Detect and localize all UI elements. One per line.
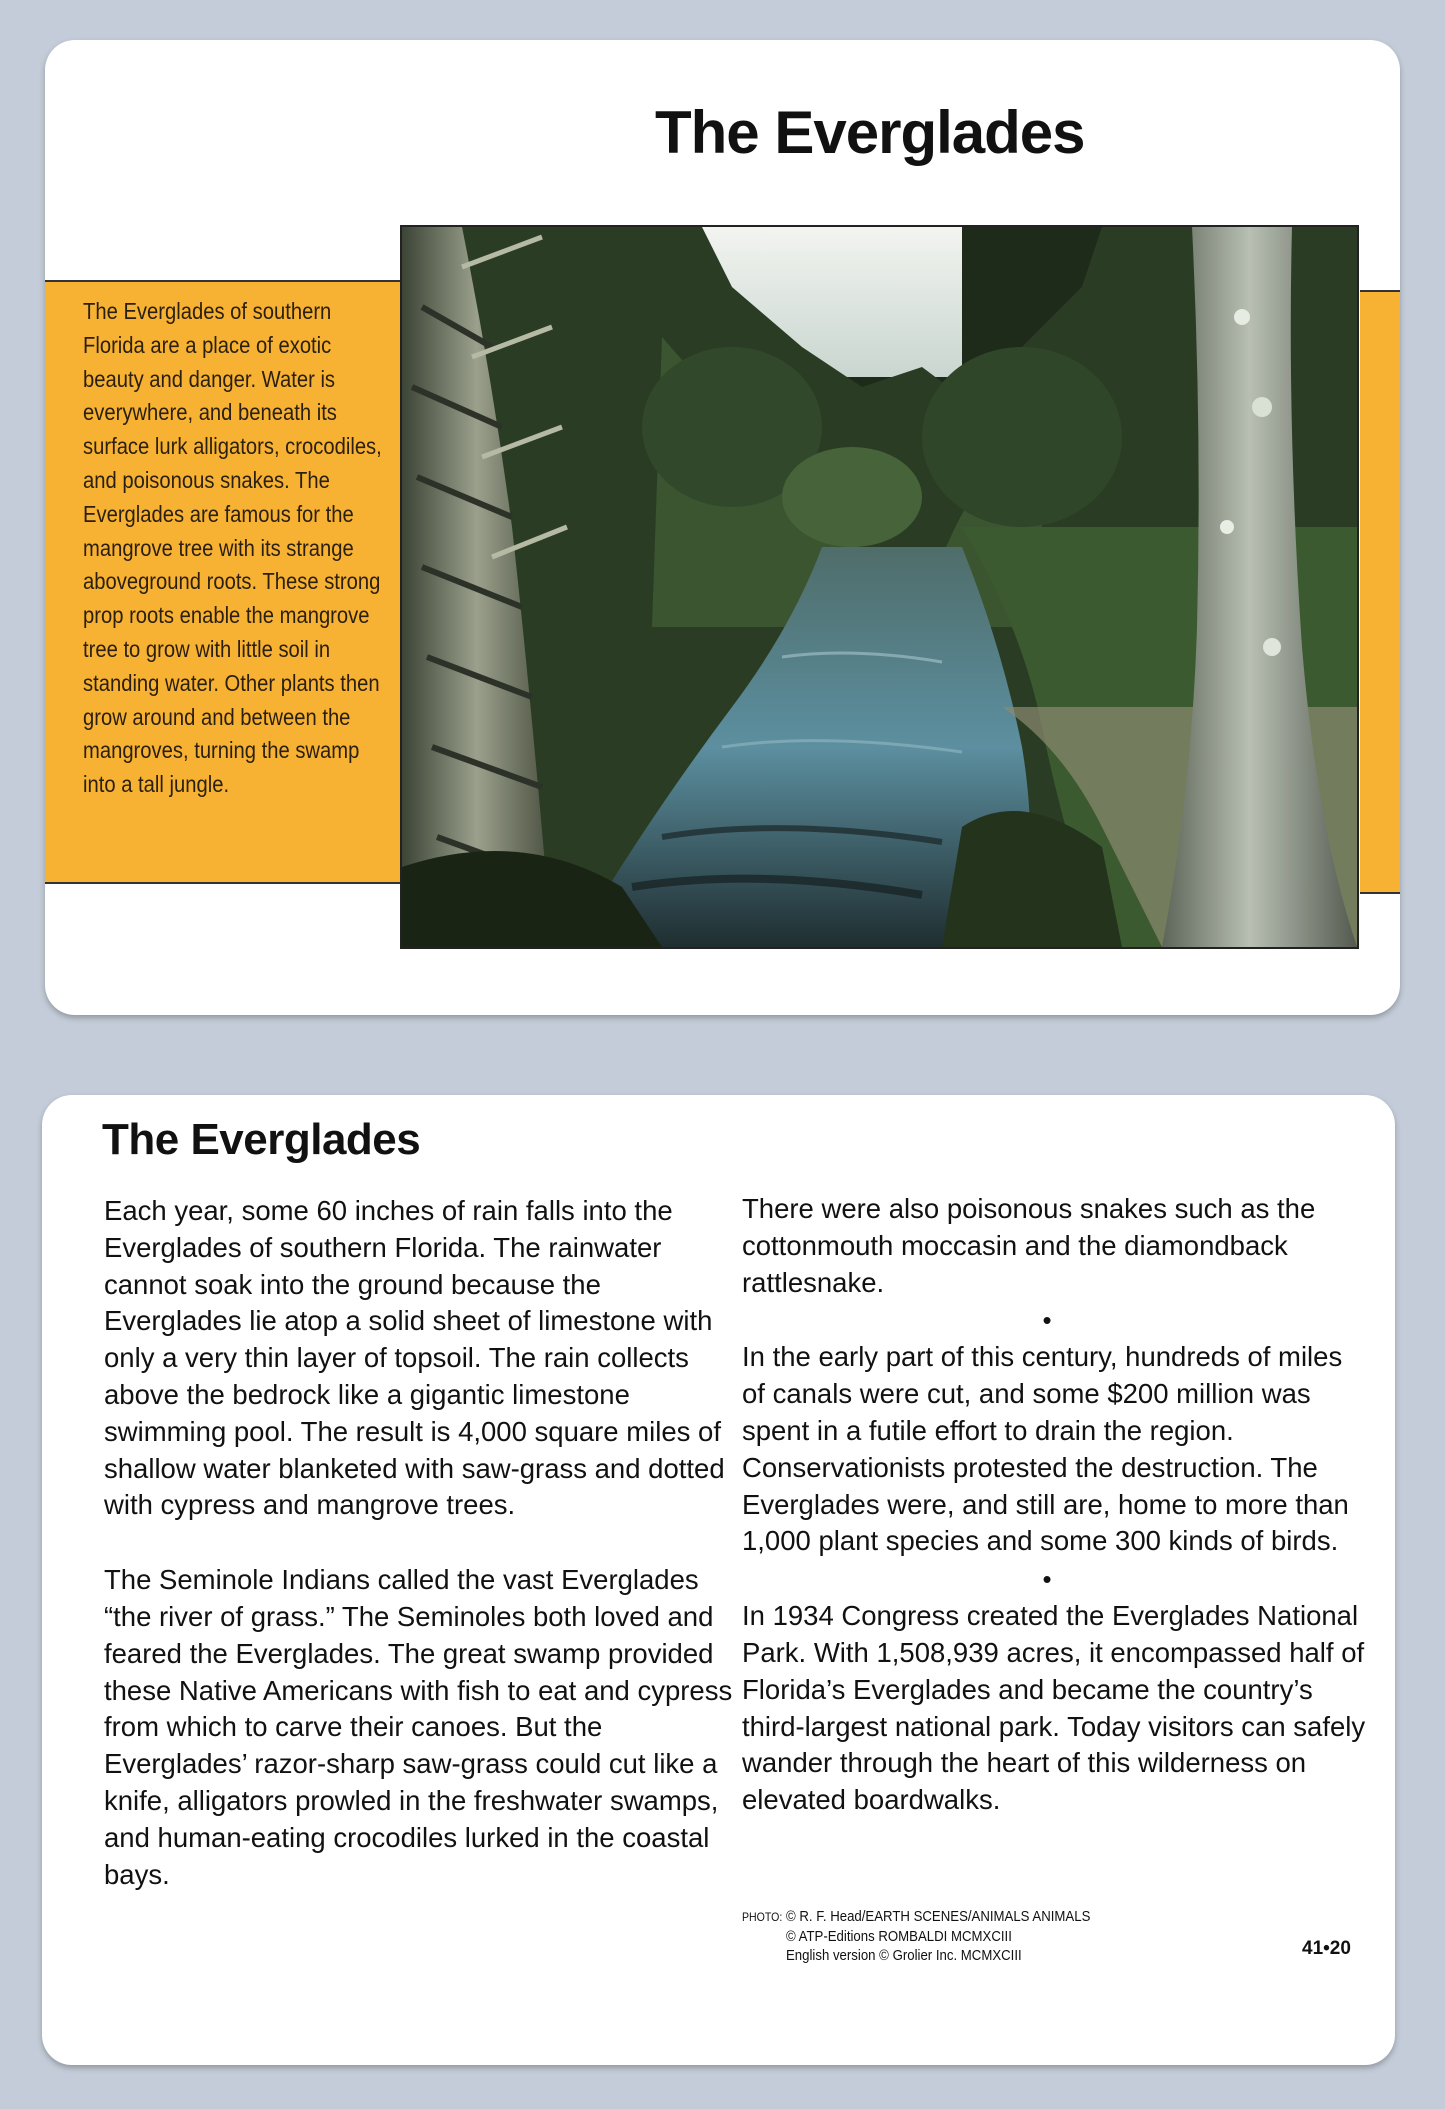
credit-line-1: © R. F. Head/EARTH SCENES/ANIMALS ANIMALS: [786, 1908, 1091, 1925]
credit-line: [742, 1946, 1090, 1965]
paragraph-canals: In the early part of this century, hundreds of miles of canals were cut, and some $200 million was spent in a futile effort to drain the region. Conservationists protested the destruction. The Everglades were, and still are, home to more than 1,000 plant species and some 300 kinds of birds.: [742, 1341, 1349, 1557]
paragraph-seminoles: The Seminole Indians called the vast Everglades “the river of grass.” The Seminoles both loved and feared the Everglades. The great swamp provided these Native Americans with fish to eat and cypress from which to carve their canoes. But the Everglades’ razor-sharp saw-grass could cut like a knife, alligators prowled in the freshwater swamps, and human-eating crocodiles lurked in the coastal bays.: [104, 1564, 733, 1890]
credit-line-2: © ATP-Editions ROMBALDI MCMXCIII: [786, 1928, 1012, 1945]
section-bullet: •: [1042, 1564, 1052, 1595]
paragraph-national-park: In 1934 Congress created the Everglades National Park. With 1,508,939 acres, it encompassed half of Florida’s Everglades and became the country’s third-largest national park. Today visitors can safely wander through the heart of this wilderness on elevated boardwalks.: [742, 1600, 1366, 1816]
credit-line: [742, 1927, 1090, 1946]
credit-line: [742, 1907, 1090, 1927]
everglades-river-photo: [400, 225, 1359, 949]
right-column: [742, 1191, 1372, 1819]
card-number: 41•20: [1302, 1938, 1351, 1959]
back-title: The Everglades: [102, 1115, 421, 1164]
photo-credits: [742, 1907, 1090, 1965]
section-bullet: •: [1042, 1305, 1052, 1336]
paragraph-rainfall: Each year, some 60 inches of rain falls into the Everglades of southern Florida. The rainwater cannot soak into the ground because the Everglades lie atop a solid sheet of limestone with only a very thin layer of topsoil. The rain collects above the bedrock like a gigantic limestone swimming pool. The result is 4,000 square miles of shallow water blanketed with saw-grass and dotted with cypress and mangrove trees.: [104, 1195, 725, 1521]
credit-label: PHOTO:: [742, 1910, 783, 1924]
left-column: [104, 1193, 734, 1893]
paragraph-snakes: There were also poisonous snakes such as the cottonmouth moccasin and the diamondback rattlesnake.: [742, 1193, 1316, 1298]
intro-text: The Everglades of southern Florida are a place of exotic beauty and danger. Water is everywhere, and beneath its surface lurk alligators, crocodiles, and poisonous snakes. The Everglades are famous for the mangrove tree with its strange aboveground roots. These strong prop roots enable the mangrove tree to grow with little soil in standing water. Other plants then grow around and between the mangroves, turning the swamp into a tall jungle.: [83, 298, 382, 798]
front-card: [45, 40, 1400, 1015]
credit-line-3: English version © Grolier Inc. MCMXCIII: [786, 1947, 1022, 1964]
front-title: The Everglades: [655, 99, 1085, 166]
right-accent-band: [1360, 290, 1400, 894]
photo-illustration: [402, 227, 1357, 947]
back-card: [42, 1095, 1395, 2065]
